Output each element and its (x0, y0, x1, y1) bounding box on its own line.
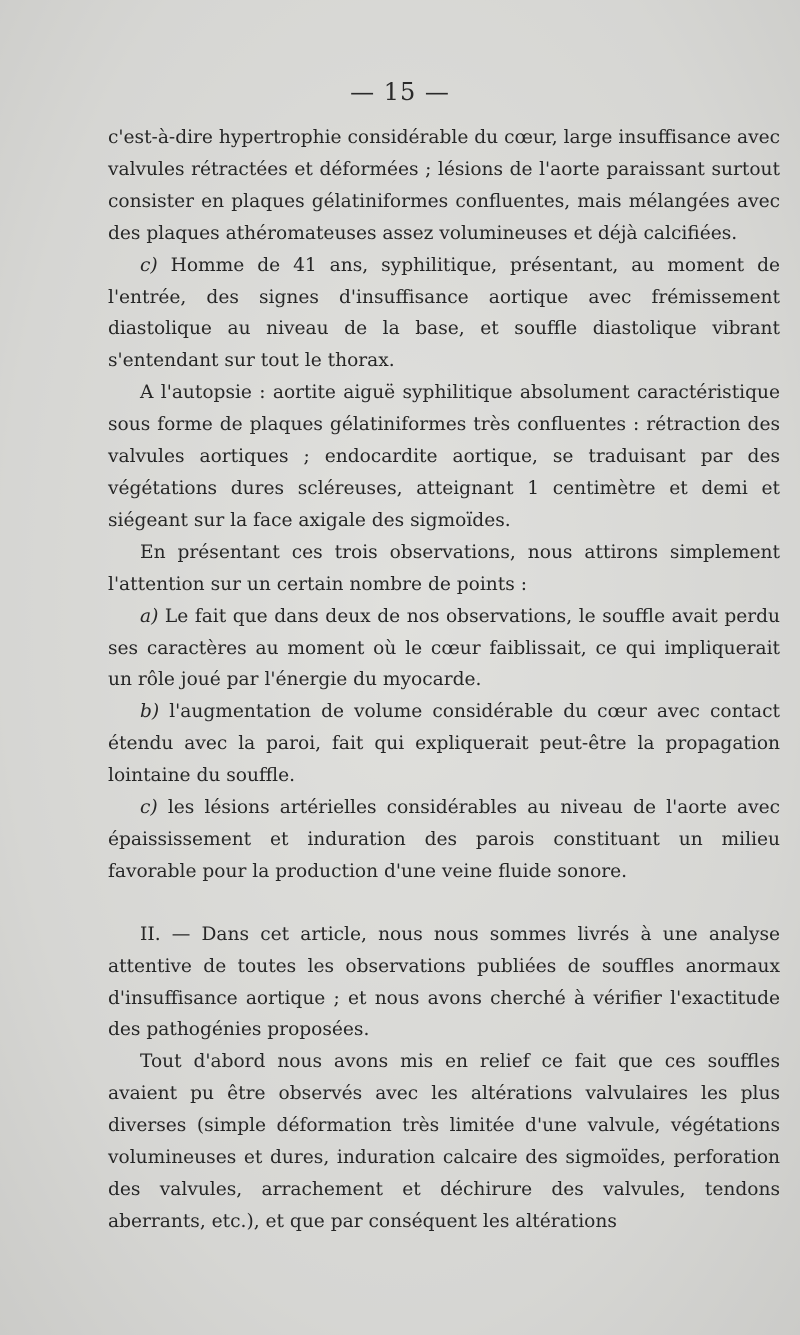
list-marker-c2: c) (140, 797, 158, 819)
paragraph-5 (108, 601, 780, 697)
body-text (108, 122, 780, 1238)
paragraph-9: Tout d'abord nous avons mis en relief ce fait que ces souffles avaient pu être observés avec les altérations valvulaires les plus diverses (simple déformation très limitée d'une valvule, végétations volumineuses et dures, induration calcaire des sigmoïdes, perforation des valvules, arrachement et déchirure des valvules, tendons aberrants, etc.), et que par conséquent les altérations (108, 1051, 780, 1232)
paragraph-2-text: Homme de 41 ans, syphilitique, présentant, au moment de l'entrée, des signes d'insuffisance aortique avec frémissement diastolique au niveau de la base, et souffle diastolique vibrant s'entendant sur tout le thorax. (108, 254, 780, 372)
paragraph-1: c'est-à-dire hypertrophie considérable du cœur, large insuffisance avec valvules rétractées et déformées ; lésions de l'aorte paraissant surtout consister en plaques gélatiniformes confluentes, mais mélangées avec des plaques athéromateuses assez volumineuses et déjà calcifiées. (108, 127, 780, 244)
section-gap (108, 888, 780, 919)
paragraph-6 (108, 696, 780, 792)
paragraph-8: II. — Dans cet article, nous nous sommes livrés à une analyse attentive de toutes les observations publiées de souffles anormaux d'insuffisance aortique ; et nous avons cherché à vérifier l'exactitude des pathogénies proposées. (108, 923, 780, 1041)
paragraph-6-text: l'augmentation de volume considérable du cœur avec contact étendu avec la paroi, fait qui expliquerait peut-être la propagation lointaine du souffle. (108, 701, 780, 787)
list-marker-a: a) (140, 605, 159, 627)
page-number: — 15 — (350, 78, 450, 106)
list-marker-c: c) (140, 254, 158, 276)
paragraph-4: En présentant ces trois observations, nous attirons simplement l'attention sur un certain nombre de points : (108, 541, 780, 595)
list-marker-b: b) (140, 701, 160, 723)
paragraph-2 (108, 250, 780, 378)
paragraph-5-text: Le fait que dans deux de nos observations, le souffle avait perdu ses caractères au moment où le cœur faiblissait, ce qui impliquerait un rôle joué par l'énergie du myocarde. (108, 605, 780, 691)
paragraph-7-text: les lésions artérielles considérables au niveau de l'aorte avec épaississement et induration des parois constituant un milieu favorable pour la production d'une veine fluide sonore. (108, 797, 780, 882)
paragraph-3: A l'autopsie : aortite aiguë syphilitique absolument caractéristique sous forme de plaques gélatiniformes très confluentes : rétraction des valvules aortiques ; endocardite aortique, se traduisant par des végétations dures scléreuses, atteignant 1 centimètre et demi et siégeant sur la face axigale des sigmoïdes. (108, 382, 780, 531)
paragraph-7 (108, 792, 780, 888)
